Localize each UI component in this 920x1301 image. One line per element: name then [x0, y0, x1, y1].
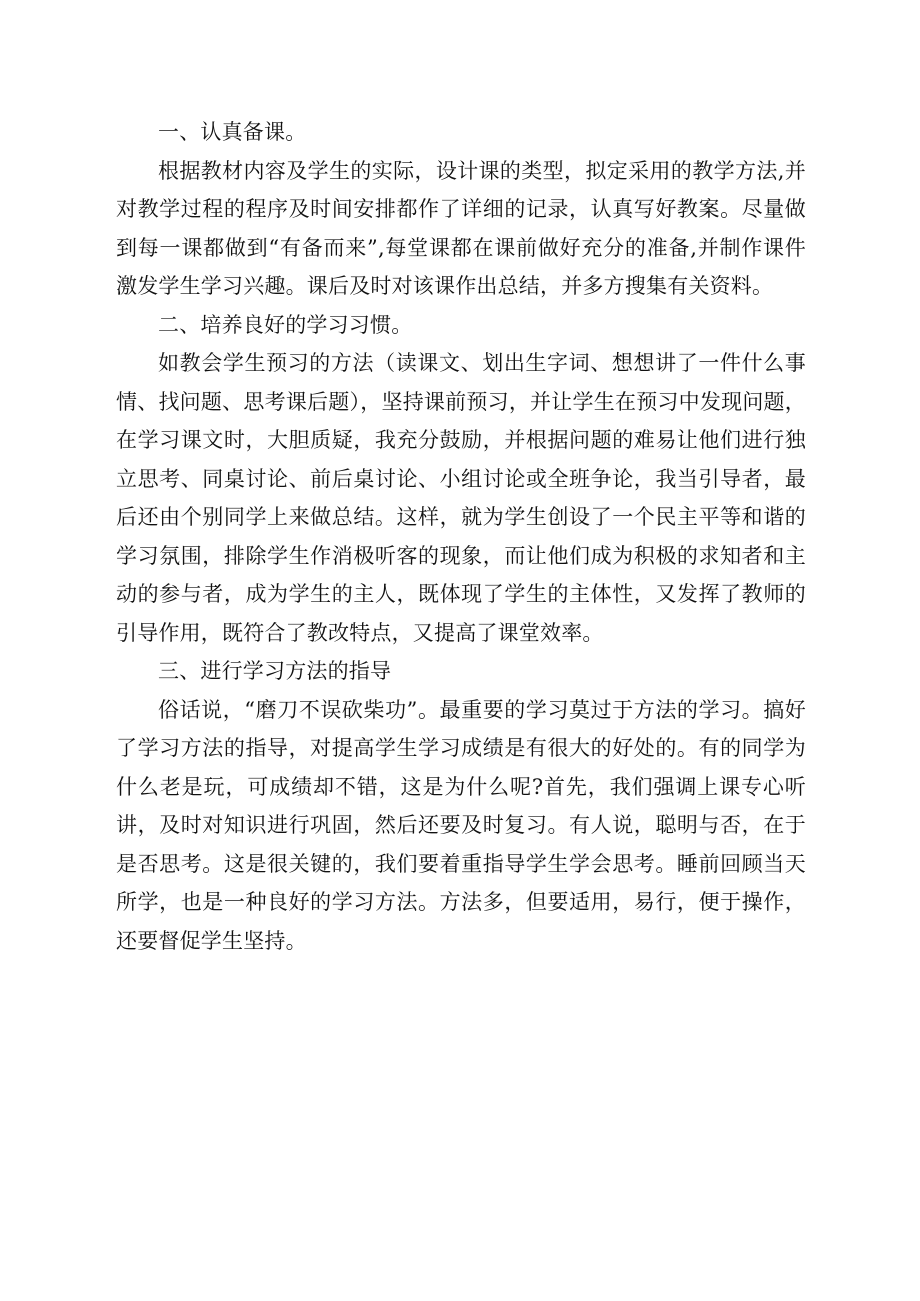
section-3: [116, 652, 806, 960]
section-2: [116, 306, 806, 653]
section-heading: 一、认真备课。: [158, 120, 307, 144]
section-heading: 三、进行学习方法的指导: [158, 659, 392, 683]
section-paragraph: 如教会学生预习的方法（读课文、划出生字词、想想讲了一件什么事情、找问题、思考课后题），坚持课前预习，并让学生在预习中发现问题，在学习课文时，大胆质疑，我充分鼓励，并根据问题的难易让他们进行独立思考、同桌讨论、前后桌讨论、小组讨论或全班争论，我当引导者，最后还由个别同学上来做总结。这样，就为学生创设了一个民主平等和谐的学习氛围，排除学生作消极听客的现象，而让他们成为积极的求知者和主动的参与者，成为学生的主人，既体现了学生的主体性，又发挥了教师的引导作用，既符合了教改特点，又提高了课堂效率。: [116, 351, 806, 645]
section-paragraph: 俗话说，“磨刀不误砍柴功”。最重要的学习莫过于方法的学习。搞好了学习方法的指导，对提高学生学习成绩是有很大的好处的。有的同学为什么老是玩，可成绩却不错，这是为什么呢?首先，我们强调上课专心听讲，及时对知识进行巩固，然后还要及时复习。有人说，聪明与否，在于是否思考。这是很关键的，我们要着重指导学生学会思考。睡前回顾当天所学，也是一种良好的学习方法。方法多，但要适用，易行，便于操作，还要督促学生坚持。: [116, 697, 806, 953]
section-heading: 二、培养良好的学习习惯。: [158, 312, 413, 337]
section-1: [116, 113, 806, 306]
section-paragraph: 根据教材内容及学生的实际，设计课的类型，拟定采用的教学方法,并对教学过程的程序及时间安排都作了详细的记录，认真写好教案。尽量做到每一课都做到“有备而来”,每堂课都在课前做好充分的准备,并制作课件激发学生学习兴趣。课后及时对该课作出总结，并多方搜集有关资料。: [116, 158, 806, 298]
document-page: [116, 113, 806, 960]
